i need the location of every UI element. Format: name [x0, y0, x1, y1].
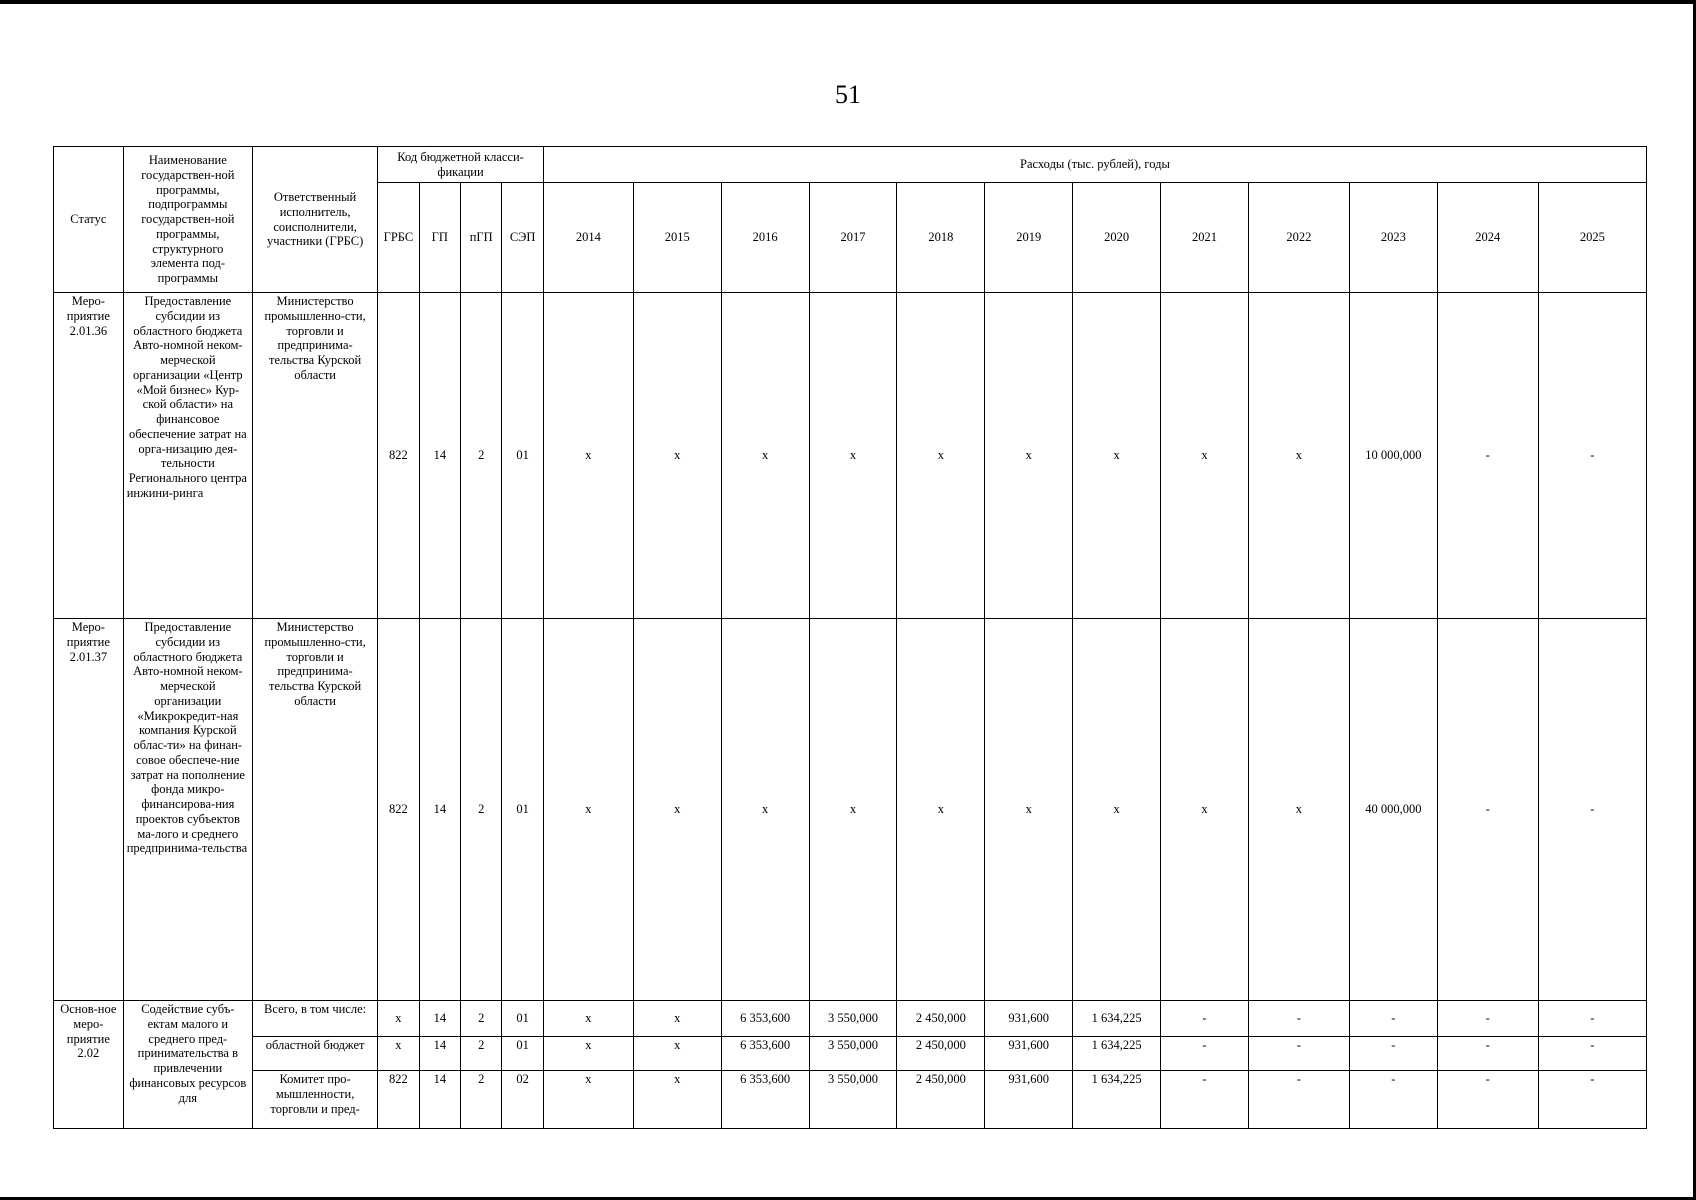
- main-event-status: Основ-ное меро-приятие 2.02: [54, 1001, 124, 1129]
- row-kbk-gp: 14: [419, 1001, 460, 1037]
- header-year: 2025: [1538, 183, 1646, 293]
- header-responsible: Ответственный исполнитель, соисполнители, участники (ГРБС): [252, 147, 377, 293]
- header-kbk-sep: СЭП: [502, 183, 543, 293]
- row-value: -: [1161, 1001, 1249, 1037]
- header-kbk-gp: ГП: [419, 183, 460, 293]
- header-year: 2017: [809, 183, 897, 293]
- row-responsible: Министерство промышленно-сти, торговли и предпринима-тельства Курской области: [252, 619, 377, 1001]
- row-value: x: [1161, 619, 1249, 1001]
- row-value: x: [543, 1037, 633, 1071]
- header-kbk-pgp: пГП: [461, 183, 502, 293]
- row-kbk-gp: 14: [419, 1037, 460, 1071]
- row-kbk-sep: 02: [502, 1071, 543, 1129]
- row-value: x: [543, 293, 633, 619]
- row-value: x: [1073, 619, 1161, 1001]
- table-row: [54, 1037, 1647, 1071]
- row-value: x: [985, 619, 1073, 1001]
- header-year: 2023: [1349, 183, 1437, 293]
- row-value: 931,600: [985, 1001, 1073, 1037]
- row-value: 6 353,600: [721, 1037, 809, 1071]
- row-kbk-pgp: 2: [461, 619, 502, 1001]
- row-value: 2 450,000: [897, 1037, 985, 1071]
- page-number: 51: [835, 80, 861, 109]
- row-kbk-grbs: 822: [378, 1071, 419, 1129]
- row-value: x: [1161, 293, 1249, 619]
- row-status: Меро-приятие 2.01.37: [54, 619, 124, 1001]
- row-value: -: [1437, 1037, 1538, 1071]
- row-kbk-gp: 14: [419, 1071, 460, 1129]
- row-value: x: [809, 293, 897, 619]
- row-value: x: [633, 1001, 721, 1037]
- row-kbk-sep: 01: [502, 1001, 543, 1037]
- table-row: [54, 1071, 1647, 1129]
- row-value: -: [1161, 1071, 1249, 1129]
- row-value: -: [1538, 293, 1646, 619]
- row-value: -: [1437, 1001, 1538, 1037]
- header-kbk-group: Код бюджетной класси-фикации: [378, 147, 544, 183]
- row-name: Предоставление субсидии из областного бюджета Авто-номной неком-мерческой организации «Микрокредит-ная компания Курской облас-ти» на финан-совое обеспече-ние затрат на пополнение фонда микро-финансирова-ния проектов субъектов ма-лого и среднего предпринима-тельства: [123, 619, 252, 1001]
- row-value: x: [633, 1071, 721, 1129]
- row-kbk-gp: 14: [419, 293, 460, 619]
- row-kbk-grbs: 822: [378, 293, 419, 619]
- row-value: x: [543, 1071, 633, 1129]
- row-value: 1 634,225: [1073, 1071, 1161, 1129]
- row-value: 1 634,225: [1073, 1001, 1161, 1037]
- row-value: 40 000,000: [1349, 619, 1437, 1001]
- table-row: [54, 1001, 1647, 1037]
- row-status: Меро-приятие 2.01.36: [54, 293, 124, 619]
- row-value: 1 634,225: [1073, 1037, 1161, 1071]
- row-value: -: [1248, 1001, 1349, 1037]
- row-kbk-pgp: 2: [461, 1071, 502, 1129]
- row-value: 2 450,000: [897, 1001, 985, 1037]
- header-year: 2021: [1161, 183, 1249, 293]
- row-value: x: [1073, 293, 1161, 619]
- row-value: x: [1248, 619, 1349, 1001]
- row-value: 3 550,000: [809, 1071, 897, 1129]
- row-value: x: [633, 1037, 721, 1071]
- header-year: 2015: [633, 183, 721, 293]
- header-expenses-group: Расходы (тыс. рублей), годы: [543, 147, 1646, 183]
- row-value: 6 353,600: [721, 1071, 809, 1129]
- row-kbk-pgp: 2: [461, 293, 502, 619]
- row-value: x: [985, 293, 1073, 619]
- header-status: Статус: [54, 147, 124, 293]
- row-value: -: [1248, 1037, 1349, 1071]
- row-value: -: [1437, 1071, 1538, 1129]
- row-kbk-pgp: 2: [461, 1037, 502, 1071]
- row-value: 3 550,000: [809, 1037, 897, 1071]
- row-kbk-grbs: x: [378, 1037, 419, 1071]
- row-value: -: [1538, 1071, 1646, 1129]
- row-responsible: областной бюджет: [252, 1037, 377, 1071]
- header-year: 2014: [543, 183, 633, 293]
- row-value: 6 353,600: [721, 1001, 809, 1037]
- header-year: 2022: [1248, 183, 1349, 293]
- row-kbk-sep: 01: [502, 619, 543, 1001]
- row-value: x: [633, 293, 721, 619]
- table-row: [54, 293, 1647, 619]
- row-value: x: [897, 619, 985, 1001]
- row-kbk-gp: 14: [419, 619, 460, 1001]
- row-value: x: [633, 619, 721, 1001]
- row-kbk-grbs: x: [378, 1001, 419, 1037]
- row-value: -: [1538, 619, 1646, 1001]
- row-value: 931,600: [985, 1071, 1073, 1129]
- row-value: -: [1349, 1001, 1437, 1037]
- row-value: -: [1349, 1037, 1437, 1071]
- table-row: [54, 619, 1647, 1001]
- row-value: -: [1437, 293, 1538, 619]
- header-year: 2019: [985, 183, 1073, 293]
- header-year: 2018: [897, 183, 985, 293]
- row-value: 931,600: [985, 1037, 1073, 1071]
- budget-table: [53, 146, 1647, 1129]
- row-kbk-pgp: 2: [461, 1001, 502, 1037]
- row-responsible: Министерство промышленно-сти, торговли и предпринима-тельства Курской области: [252, 293, 377, 619]
- row-value: x: [721, 619, 809, 1001]
- row-kbk-sep: 01: [502, 293, 543, 619]
- row-name: Предоставление субсидии из областного бюджета Авто-номной неком-мерческой организации «Центр «Мой бизнес» Кур-ской области» на финансовое обеспечение затрат на орга-низацию дея-тельности Регионального центра инжини-ринга: [123, 293, 252, 619]
- row-value: -: [1437, 619, 1538, 1001]
- header-name: Наименование государствен-ной программы, подпрограммы государствен-ной программы, структурного элемента под-программы: [123, 147, 252, 293]
- row-kbk-sep: 01: [502, 1037, 543, 1071]
- top-border-rule: [0, 0, 1696, 4]
- row-value: x: [897, 293, 985, 619]
- row-value: -: [1538, 1001, 1646, 1037]
- row-value: -: [1161, 1037, 1249, 1071]
- header-year: 2016: [721, 183, 809, 293]
- header-year: 2020: [1073, 183, 1161, 293]
- row-kbk-grbs: 822: [378, 619, 419, 1001]
- row-value: 10 000,000: [1349, 293, 1437, 619]
- main-event-name: Содействие субъ-ектам малого и среднего пред-принимательства в привлечении финансовых ресурсов для: [123, 1001, 252, 1129]
- row-value: x: [1248, 293, 1349, 619]
- row-value: x: [809, 619, 897, 1001]
- row-value: -: [1248, 1071, 1349, 1129]
- row-value: 2 450,000: [897, 1071, 985, 1129]
- row-value: x: [543, 1001, 633, 1037]
- row-value: x: [721, 293, 809, 619]
- row-value: -: [1538, 1037, 1646, 1071]
- row-value: 3 550,000: [809, 1001, 897, 1037]
- header-year: 2024: [1437, 183, 1538, 293]
- row-value: -: [1349, 1071, 1437, 1129]
- header-kbk-grbs: ГРБС: [378, 183, 419, 293]
- row-responsible: Всего, в том числе:: [252, 1001, 377, 1037]
- header-row-top: [54, 147, 1647, 183]
- row-value: x: [543, 619, 633, 1001]
- row-responsible: Комитет про-мышленности, торговли и пред-: [252, 1071, 377, 1129]
